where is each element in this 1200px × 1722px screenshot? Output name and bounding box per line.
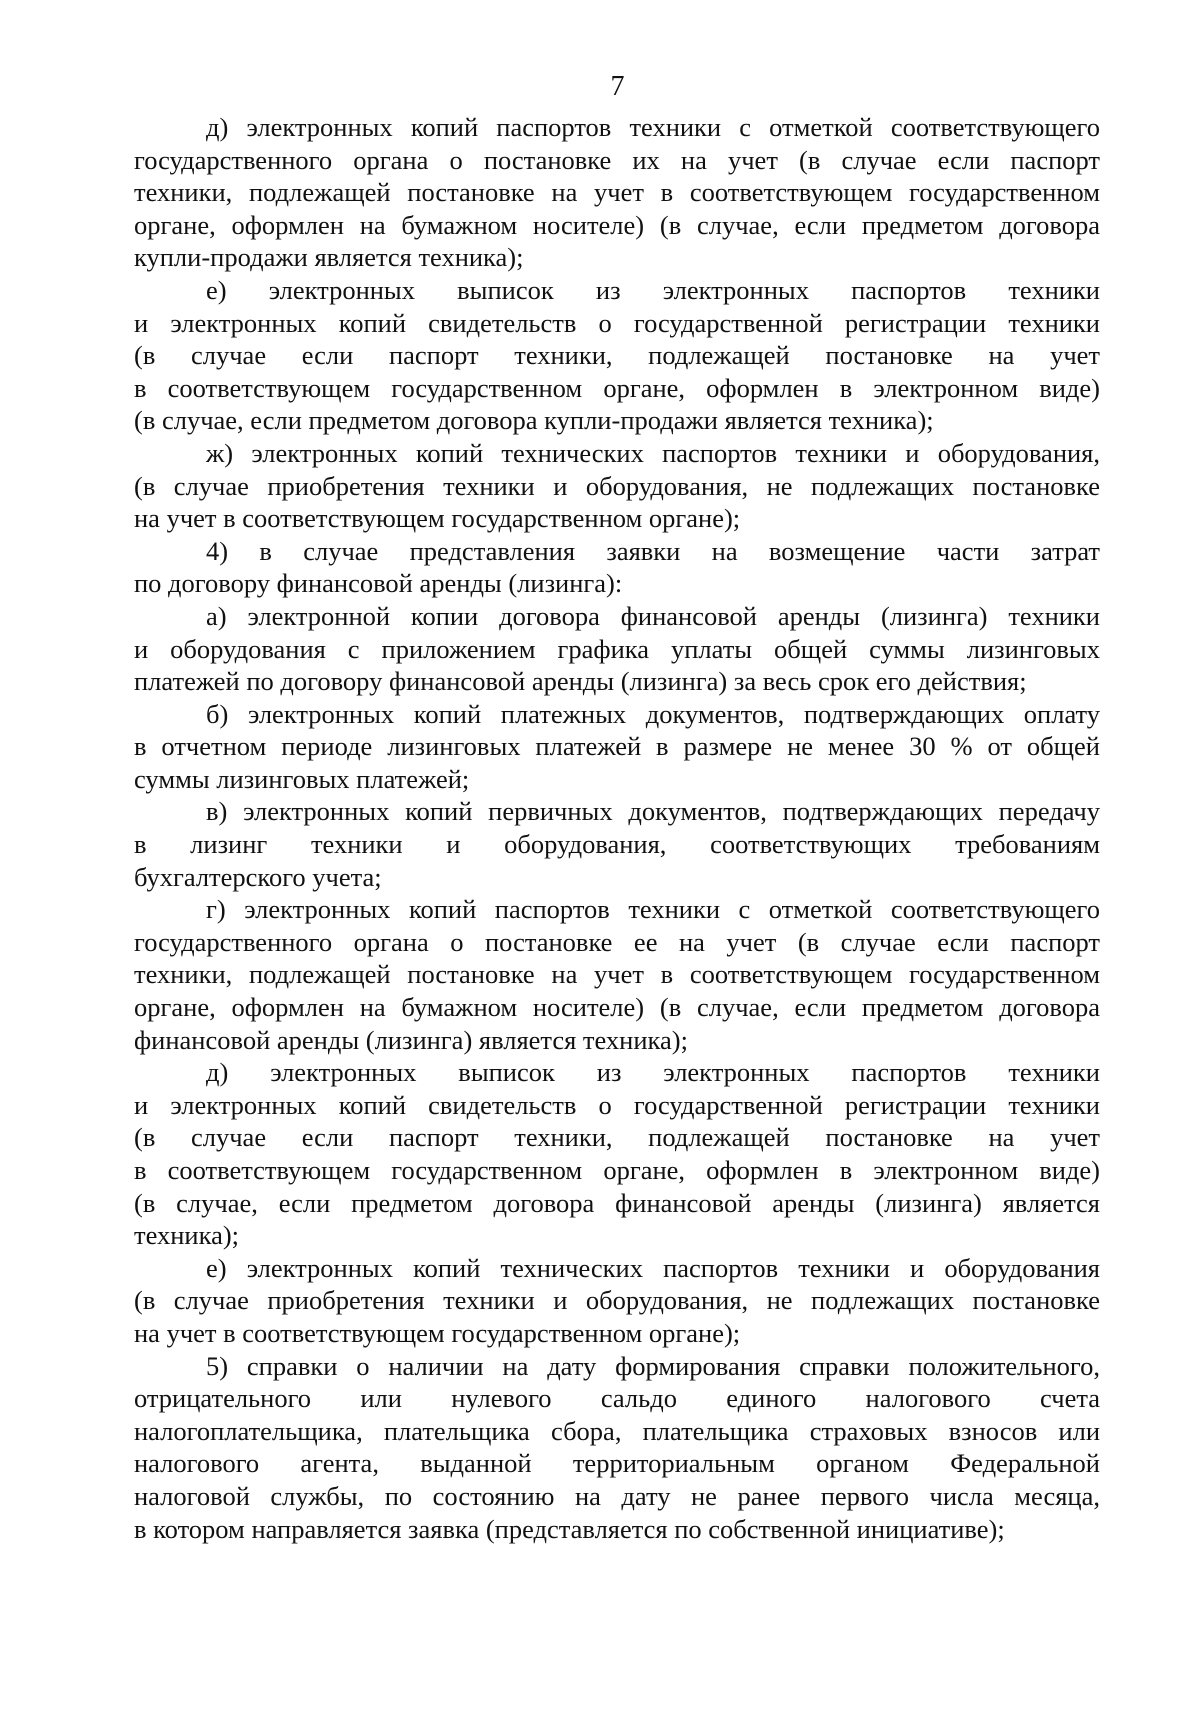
- text-line: (в случае если паспорт техники, подлежащей постановке на учет: [134, 340, 1100, 371]
- text-line: бухгалтерского учета;: [134, 861, 382, 892]
- text-line: на учет в соответствующем государственном органе);: [134, 1317, 741, 1348]
- paragraph-p5: [134, 600, 1100, 698]
- text-line: г) электронных копий паспортов техники с отметкой соответствующего: [206, 894, 1100, 925]
- text-line: по договору финансовой аренды (лизинга):: [134, 568, 623, 599]
- paragraph-p9: [134, 1056, 1100, 1252]
- text-line: государственного органа о постановке их на учет (в случае если паспорт: [134, 144, 1100, 175]
- text-line: (в случае приобретения техники и оборудования, не подлежащих постановке: [134, 1285, 1100, 1316]
- text-line: налогоплательщика, плательщика сбора, плательщика страховых взносов или: [134, 1415, 1100, 1446]
- paragraph-p10: [134, 1252, 1100, 1350]
- text-line: а) электронной копии договора финансовой аренды (лизинга) техники: [206, 600, 1100, 631]
- text-line: (в случае, если предметом договора финансовой аренды (лизинга) является: [134, 1187, 1100, 1218]
- page-number: 7: [610, 71, 625, 102]
- text-line: в отчетном периоде лизинговых платежей в размере не менее 30 % от общей: [134, 731, 1100, 762]
- paragraph-p4: [134, 535, 1100, 600]
- text-line: 4) в случае представления заявки на возмещение части затрат: [206, 535, 1100, 566]
- text-line: на учет в соответствующем государственном органе);: [134, 503, 741, 534]
- document-body: [134, 111, 1100, 1545]
- text-line: суммы лизинговых платежей;: [134, 763, 470, 794]
- text-line: государственного органа о постановке ее на учет (в случае если паспорт: [134, 926, 1100, 957]
- paragraph-p2: [134, 274, 1100, 437]
- text-line: б) электронных копий платежных документов, подтверждающих оплату: [206, 698, 1100, 729]
- text-line: органе, оформлен на бумажном носителе) (в случае, если предметом договора: [134, 209, 1100, 240]
- text-line: техники, подлежащей постановке на учет в соответствующем государственном: [134, 177, 1100, 208]
- text-line: техника);: [134, 1220, 240, 1251]
- text-line: платежей по договору финансовой аренды (лизинга) за весь срок его действия;: [134, 666, 1027, 697]
- paragraph-p8: [134, 893, 1100, 1056]
- paragraph-p3: [134, 437, 1100, 535]
- text-line: и оборудования с приложением графика уплаты общей суммы лизинговых: [134, 633, 1100, 664]
- text-line: (в случае, если предметом договора купли-продажи является техника);: [134, 405, 934, 436]
- text-line: в лизинг техники и оборудования, соответствующих требованиям: [134, 829, 1100, 860]
- text-line: ж) электронных копий технических паспортов техники и оборудования,: [206, 437, 1100, 468]
- text-line: купли-продажи является техника);: [134, 242, 524, 273]
- text-line: е) электронных выписок из электронных паспортов техники: [206, 274, 1100, 305]
- text-line: (в случае приобретения техники и оборудования, не подлежащих постановке: [134, 470, 1100, 501]
- text-line: органе, оформлен на бумажном носителе) (в случае, если предметом договора: [134, 992, 1100, 1023]
- paragraph-p1: [134, 111, 1100, 274]
- paragraph-p6: [134, 698, 1100, 796]
- text-line: д) электронных выписок из электронных паспортов техники: [206, 1057, 1100, 1088]
- text-line: 5) справки о наличии на дату формирования справки положительного,: [206, 1350, 1100, 1381]
- text-line: в соответствующем государственном органе, оформлен в электронном виде): [134, 1155, 1100, 1185]
- text-line: д) электронных копий паспортов техники с отметкой соответствующего: [206, 112, 1100, 142]
- text-line: и электронных копий свидетельств о государственной регистрации техники: [134, 307, 1100, 338]
- text-line: в соответствующем государственном органе, оформлен в электронном виде): [134, 372, 1100, 403]
- text-line: в котором направляется заявка (представляется по собственной инициативе);: [134, 1513, 1005, 1544]
- text-line: в) электронных копий первичных документов, подтверждающих передачу: [206, 796, 1100, 827]
- text-line: и электронных копий свидетельств о государственной регистрации техники: [134, 1089, 1100, 1120]
- text-line: налоговой службы, по состоянию на дату не ранее первого числа месяца,: [134, 1480, 1100, 1511]
- text-line: отрицательного или нулевого сальдо единого налогового счета: [134, 1383, 1100, 1414]
- text-line: техники, подлежащей постановке на учет в соответствующем государственном: [134, 959, 1100, 990]
- text-line: налогового агента, выданной территориальным органом Федеральной: [134, 1448, 1100, 1479]
- paragraph-p7: [134, 795, 1100, 893]
- text-line: (в случае если паспорт техники, подлежащей постановке на учет: [134, 1122, 1100, 1153]
- paragraph-p11: [134, 1350, 1100, 1546]
- text-line: е) электронных копий технических паспортов техники и оборудования: [206, 1252, 1100, 1283]
- text-line: финансовой аренды (лизинга) является техника);: [134, 1024, 688, 1055]
